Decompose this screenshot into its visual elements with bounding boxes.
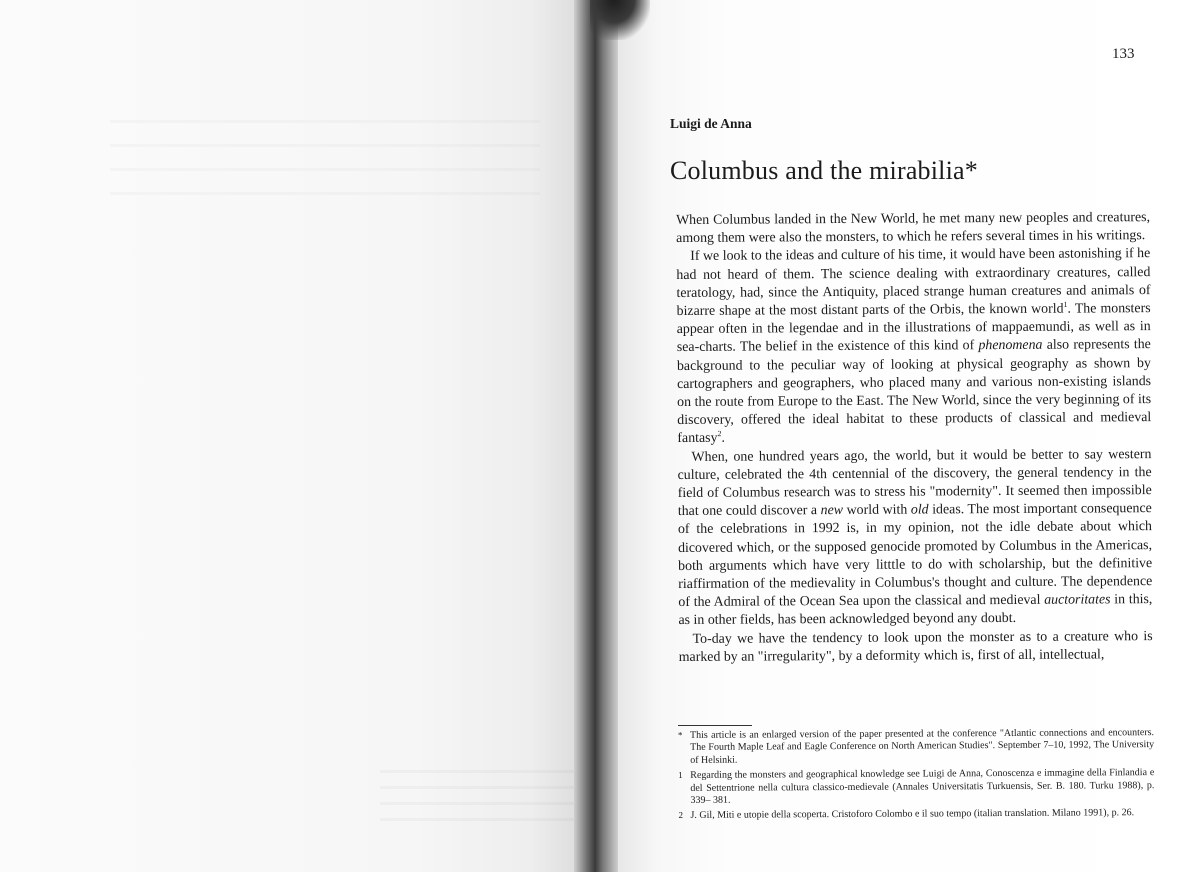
text-run: When Columbus landed in the New World, he met many new peoples and creatures, among them were also the monsters, to which he refers several times in his writings.: [676, 210, 1151, 247]
text-run: If we look to the ideas and culture of his time, it would have been astonishing if he had not heard of them. The science dealing with extraordinary creatures, called teratology, had, since the Antiquity, placed strange human creatures and animals of bizarre shape at the most distant parts of the Orbis, the known world: [676, 246, 1151, 320]
left-page: [0, 0, 590, 872]
paragraph: [679, 628, 1153, 667]
footnote-text: J. Gil, Miti e utopie della scoperta. Cristoforo Colombo e il suo tempo (italian translation. Milano 1991), p. 26.: [690, 807, 1135, 822]
italic-term: new: [820, 503, 844, 519]
footnote-text: Regarding the monsters and geographical knowledge see Luigi de Anna, Conoscenza e immagine della Finlandia e del Settentrione nella cultura classico-medievale (Annales Universitatis Turkuensis, Ser. B. 180. Turku 1988), p. 339– 381.: [690, 767, 1155, 806]
gutter-shadow: [590, 0, 650, 40]
italic-term: phenomena: [978, 338, 1043, 354]
article-body: [676, 209, 1153, 667]
text-run: world with: [843, 502, 911, 519]
footnote-mark: *: [678, 729, 683, 740]
text-run: in this, as in other fields, has been acknowledged beyond any doubt.: [678, 592, 1153, 629]
text-run: To-day we have the tendency to look upon the monster as to a creature who is marked by an "irregularity", by a deformity which is, first of all, intellectual,: [678, 628, 1153, 665]
footnote-reference: 1: [1063, 300, 1068, 310]
text-run: .: [721, 431, 726, 447]
text-run: When, one hundred years ago, the world, but it would be better to say western culture, celebrated the 4th centennial of the discovery, the general tendency in the field of Columbus research was to stress his "modernity". It seemed then impossible that one could discover a: [677, 446, 1152, 520]
footnote: [678, 767, 1154, 807]
text-run: also represents the background to the peculiar way of looking at physical geography as shown by cartographers and geographers, who placed many and various non-existing islands on the route from Europe to the East. The New World, since the very beginning of its discovery, offered the ideal habitat to these products of classical and medieval fantasy: [676, 337, 1152, 447]
text-run: ideas. The most important consequence of the celebrations in 1992 is, in my opinion, not the idle debate about which dicovered which, or the supposed genocide promoted by Columbus in the Americas, both arguments which have very litttle to do with scholarship, but the definitive riaffirmation of the medievality in Columbus's thought and culture. The dependence of the Admiral of the Ocean Sea upon the classical and medieval: [677, 501, 1153, 611]
footnote: [678, 808, 1154, 823]
footnote-mark: 2: [678, 810, 684, 821]
italic-term: old: [910, 502, 929, 518]
author-name: Luigi de Anna: [670, 116, 752, 131]
footnote: [678, 727, 1154, 767]
article-title: Columbus and the mirabilia*: [670, 156, 978, 185]
text-run: . The monsters appear often in the legendae and in the illustrations of mappaemundi, as well as in sea-charts. The belief in the existence of this kind of: [676, 301, 1151, 356]
paragraph: [676, 246, 1151, 449]
footnote-mark: 1: [678, 770, 683, 781]
bleed-through-text: [110, 120, 540, 210]
book-gutter: [574, 0, 618, 872]
footnote-reference: 2: [717, 429, 722, 439]
paragraph: [676, 209, 1150, 248]
footnote-text: This article is an enlarged version of the paper presented at the conference "Atlantic connections and encounters. The Fourth Maple Leaf and Eagle Conference on North American Studies". September 7–10, 1992, The University of Helsinki.: [689, 727, 1155, 766]
bleed-through-text: [380, 770, 590, 830]
footnote-divider: [678, 725, 752, 726]
footnotes: [678, 727, 1155, 826]
italic-term: auctoritates: [1044, 592, 1111, 609]
page-number: 133: [1112, 46, 1135, 62]
paragraph: [677, 446, 1152, 631]
